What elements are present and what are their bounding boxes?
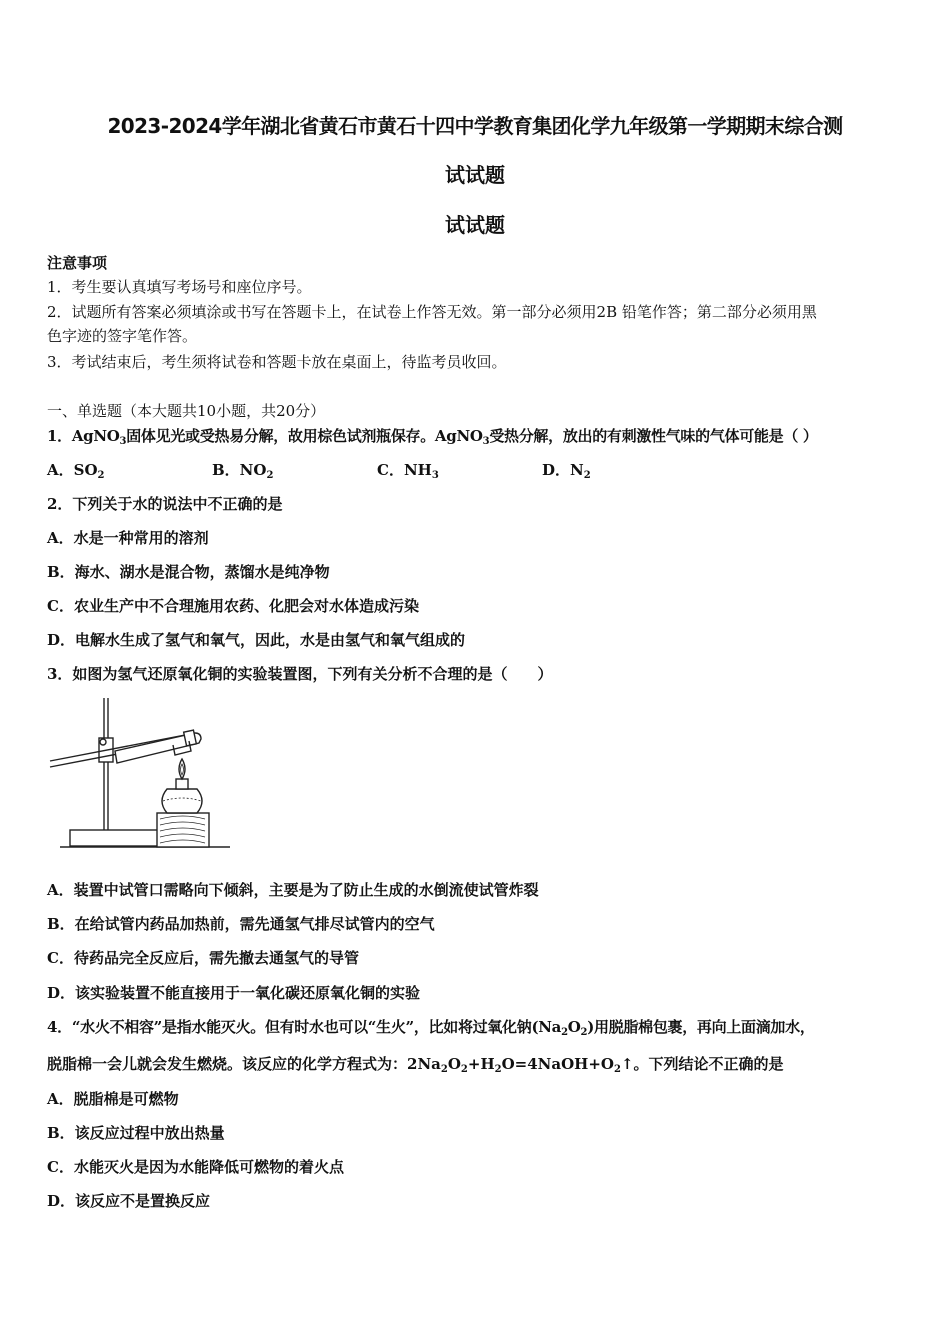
document-title-line1: 2023-2024学年湖北省黄石市黄石十四中学教育集团化学九年级第一学期期末综合测 <box>107 114 843 138</box>
question-1-option-b[interactable] <box>212 460 273 480</box>
subscript: 3 <box>119 436 127 447</box>
question-4-option-a[interactable]: A．脱脂棉是可燃物 <box>47 1090 179 1108</box>
option-label: A．SO <box>47 461 98 479</box>
text-fragment: 受热分解，放出的有刺激性气味的气体可能是（ ） <box>489 427 818 445</box>
question-2-stem: 2．下列关于水的说法中不正确的是 <box>47 495 283 513</box>
question-1-option-d[interactable] <box>542 460 591 480</box>
question-1-option-c[interactable] <box>377 460 439 480</box>
subscript: 2 <box>583 470 591 481</box>
notice-heading: 注意事项 <box>47 254 108 272</box>
text-fragment: O <box>447 1055 461 1073</box>
subscript: 2 <box>460 1064 468 1075</box>
text-fragment: 固体见光或受热易分解，故用棕色试剂瓶保存。AgNO <box>126 427 483 445</box>
subscript: 2 <box>440 1064 448 1075</box>
subscript: 2 <box>97 470 105 481</box>
question-4-option-c[interactable]: C．水能灭火是因为水能降低可燃物的着火点 <box>47 1158 344 1176</box>
question-2-option-b[interactable]: B．海水、湖水是混合物，蒸馏水是纯净物 <box>47 563 330 581</box>
text-fragment: 1．AgNO <box>47 427 120 445</box>
subscript: 3 <box>482 436 490 447</box>
notice-item: 2．试题所有答案必须填涂或书写在答题卡上，在试卷上作答无效。第一部分必须用2B 铅笔作答；第二部分必须用黑 <box>47 303 817 321</box>
subscript: 2 <box>494 1064 502 1075</box>
hydrogen-reduction-apparatus-figure <box>45 695 235 855</box>
question-3-option-d[interactable]: D．该实验装置不能直接用于一氧化碳还原氧化铜的实验 <box>47 984 421 1002</box>
question-3-option-b[interactable]: B．在给试管内药品加热前，需先通氢气排尽试管内的空气 <box>47 915 435 933</box>
text-fragment: )用脱脂棉包裹，再向上面滴加水， <box>587 1018 815 1036</box>
question-2-option-c[interactable]: C．农业生产中不合理施用农药、化肥会对水体造成污染 <box>47 597 419 615</box>
subscript: 2 <box>561 1027 568 1038</box>
option-label: C．NH <box>377 461 432 479</box>
question-4-stem-line2 <box>47 1054 784 1074</box>
text-fragment: 4．“水火不相容”是指水能灭火。但有时水也可以“生火”，比如将过氧化钠(Na <box>47 1018 562 1036</box>
text-fragment: O <box>567 1018 581 1036</box>
question-3-option-a[interactable]: A．装置中试管口需略向下倾斜，主要是为了防止生成的水倒流使试管炸裂 <box>47 881 539 899</box>
question-4-option-b[interactable]: B．该反应过程中放出热量 <box>47 1124 225 1142</box>
question-4-option-d[interactable]: D．该反应不是置换反应 <box>47 1192 211 1210</box>
notice-item: 色字迹的签字笔作答。 <box>47 327 198 345</box>
option-label: D．N <box>542 461 584 479</box>
option-label: B．NO <box>212 461 267 479</box>
question-2-option-d[interactable]: D．电解水生成了氢气和氧气，因此，水是由氢气和氧气组成的 <box>47 631 466 649</box>
subscript: 2 <box>580 1027 588 1038</box>
section-heading: 一、单选题（本大题共10小题，共20分） <box>47 402 326 420</box>
question-3-option-c[interactable]: C．待药品完全反应后，需先撤去通氢气的导管 <box>47 949 359 967</box>
notice-item: 3．考试结束后，考生须将试卷和答题卡放在桌面上，待监考员收回。 <box>47 353 507 371</box>
text-fragment: 脱脂棉一会儿就会发生燃烧。该反应的化学方程式为：2Na <box>47 1055 441 1073</box>
question-3-stem: 3．如图为氢气还原氧化铜的实验装置图，下列有关分析不合理的是（ ） <box>47 665 553 683</box>
text-fragment: ↑。下列结论不正确的是 <box>620 1055 784 1073</box>
text-fragment: O=4NaOH+O <box>501 1055 614 1073</box>
question-4-stem-line1 <box>47 1017 815 1037</box>
text-fragment: +H <box>467 1055 495 1073</box>
subscript: 3 <box>431 470 439 481</box>
subscript: 2 <box>266 470 274 481</box>
document-title-line2: 试试题 <box>445 163 505 187</box>
document-title-line3: 试试题 <box>445 213 505 237</box>
subscript: 2 <box>614 1064 621 1075</box>
question-1-stem <box>47 426 818 446</box>
question-1-option-a[interactable] <box>47 460 105 480</box>
notice-item: 1．考生要认真填写考场号和座位序号。 <box>47 278 312 296</box>
question-2-option-a[interactable]: A．水是一种常用的溶剂 <box>47 529 209 547</box>
